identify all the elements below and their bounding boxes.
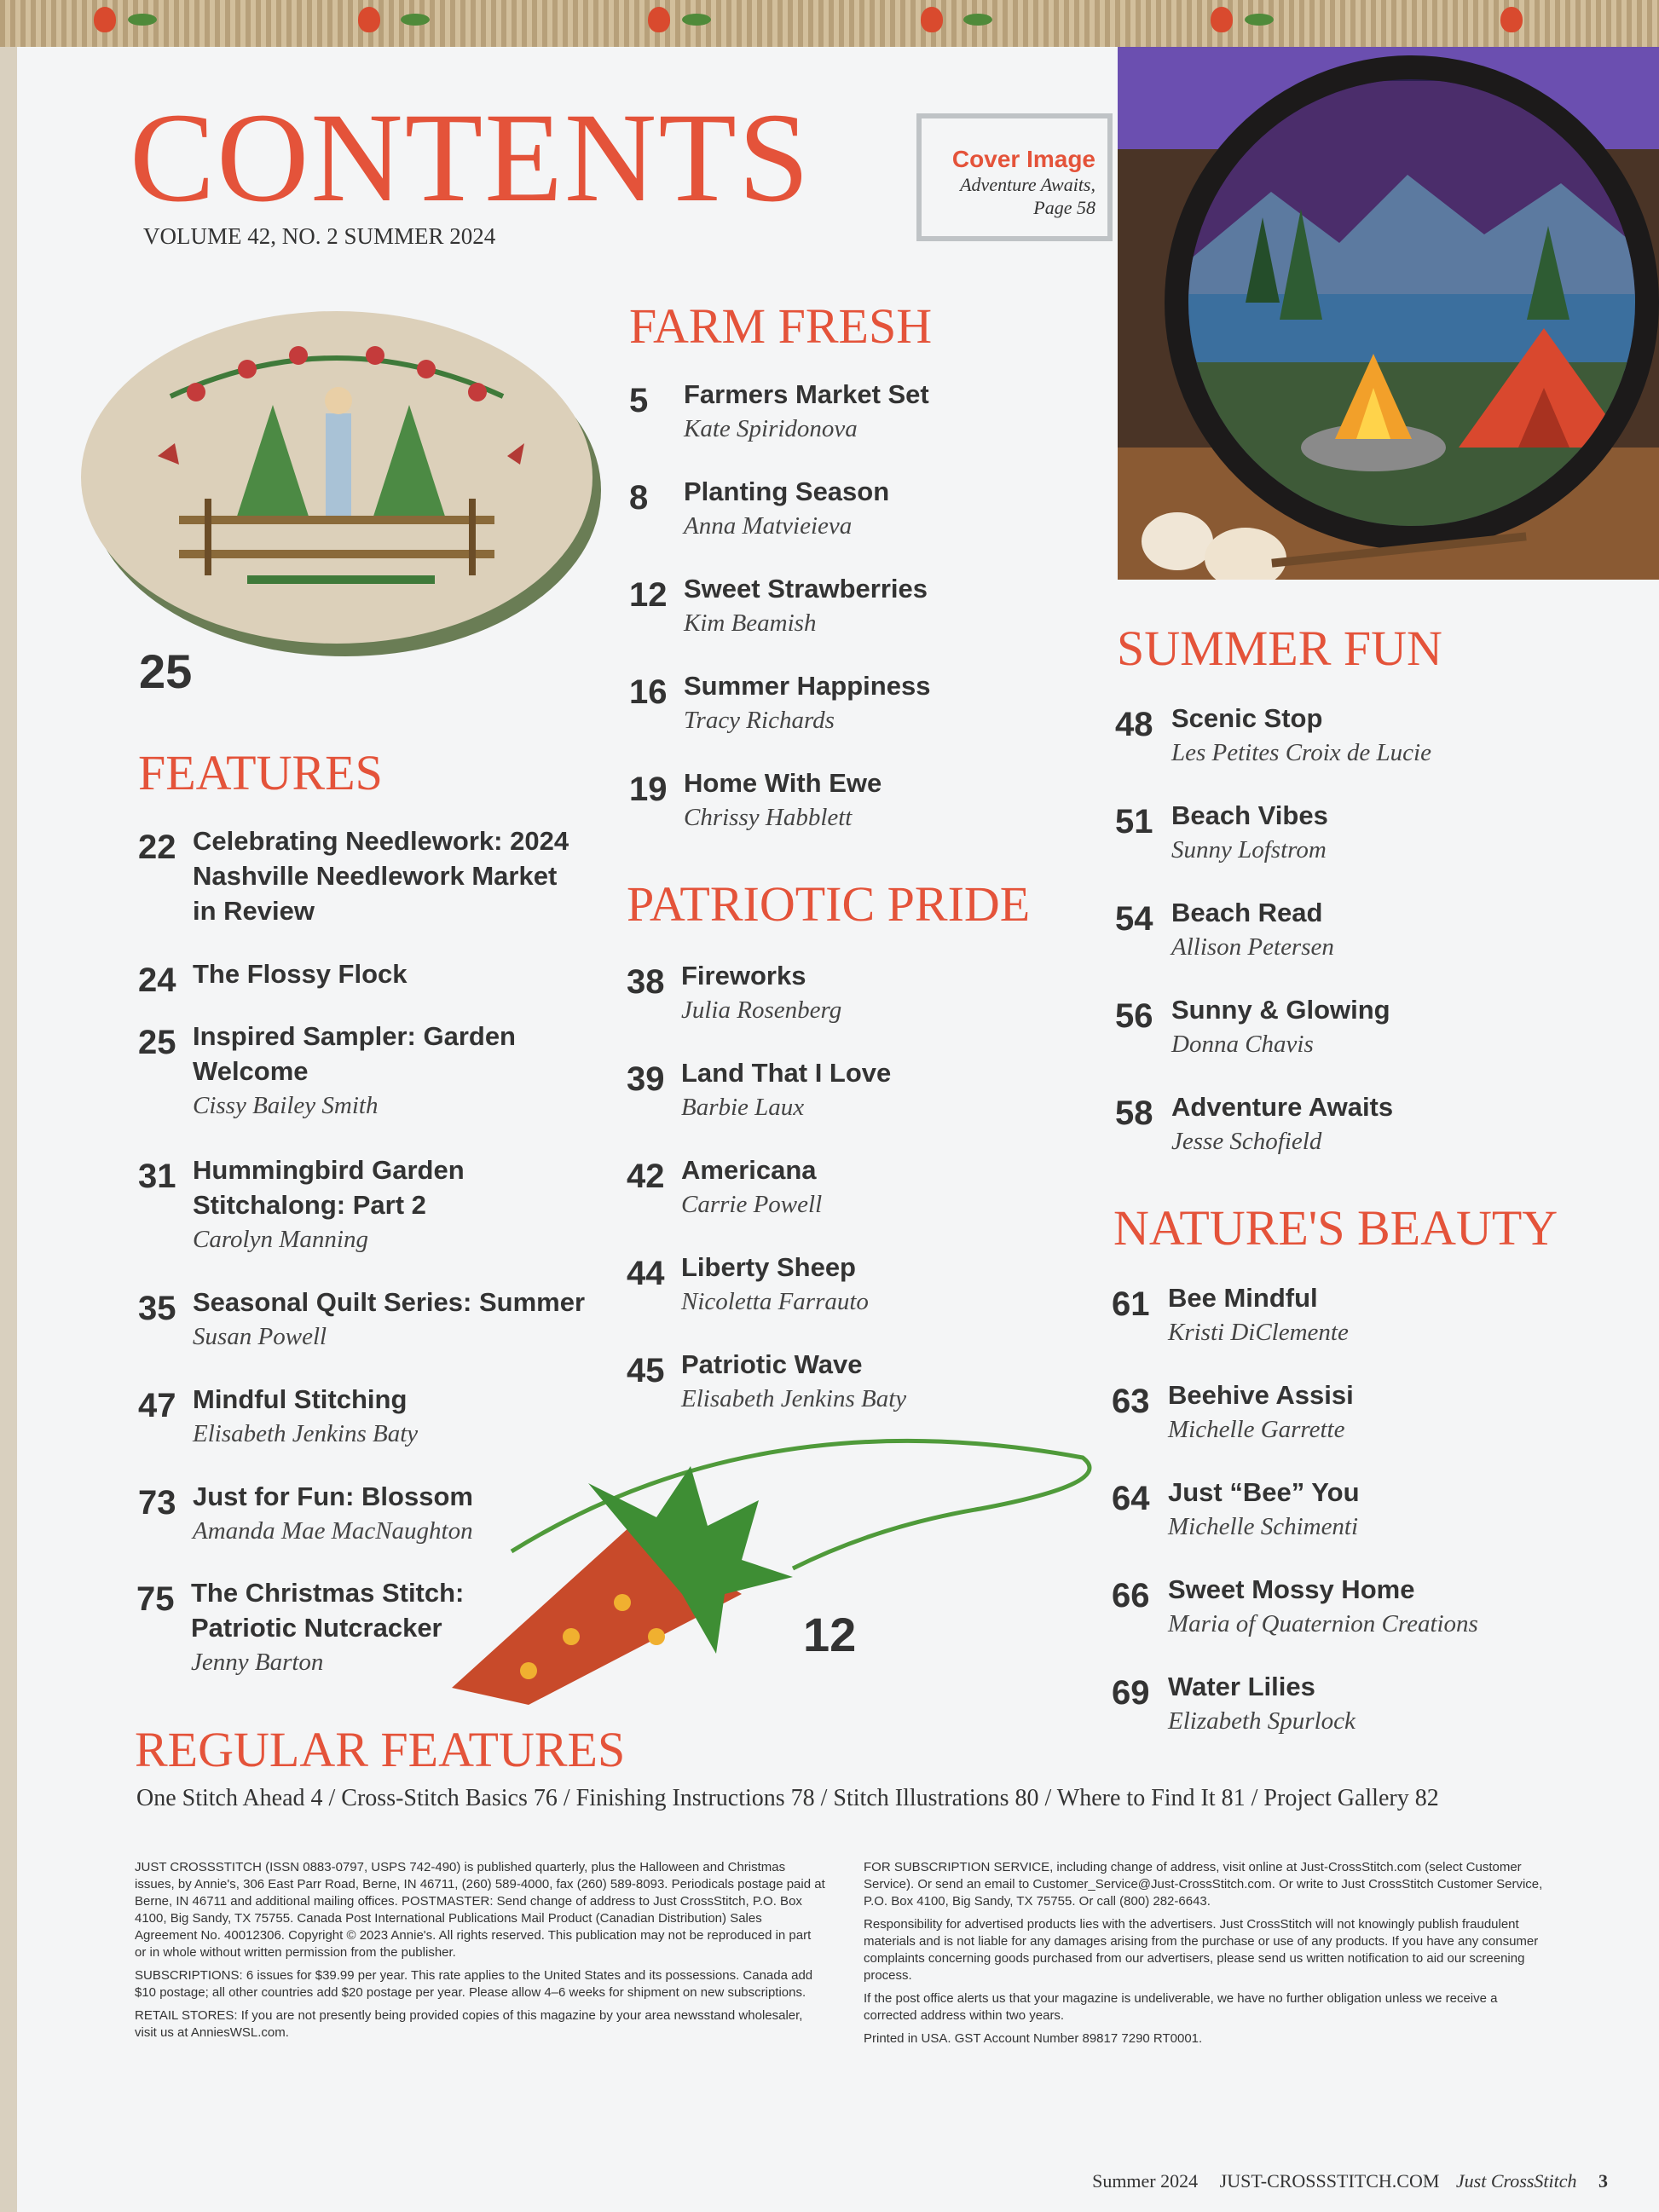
- strawberry-stitch-icon: [94, 7, 116, 32]
- publication-info-left: [135, 1859, 825, 2047]
- entry-title: Scenic Stop: [1171, 703, 1323, 733]
- entry-author: Nicoletta Farrauto: [681, 1288, 869, 1315]
- footer-website: JUST-CROSSSTITCH.COM: [1219, 2170, 1440, 2192]
- entry-title: Sunny & Glowing: [1171, 995, 1390, 1025]
- cover-image-title: Adventure Awaits,: [960, 174, 1095, 195]
- page-number: 24: [138, 962, 176, 999]
- entry-author: Carrie Powell: [681, 1191, 823, 1218]
- list-item-project: [1115, 701, 1431, 770]
- embroidered-border-strip: [0, 0, 1659, 47]
- entry-author: Tracy Richards: [684, 707, 835, 734]
- page-number: 16: [629, 673, 668, 711]
- entry-title: Sweet Mossy Home: [1168, 1574, 1415, 1604]
- page-number: 61: [1112, 1285, 1150, 1323]
- entry-author: Elisabeth Jenkins Baty: [681, 1385, 907, 1412]
- entry-title: Inspired Sampler: Garden: [193, 1021, 516, 1051]
- page-number: 51: [1115, 803, 1153, 840]
- entry-author: Julia Rosenberg: [681, 996, 842, 1024]
- entry-author: Michelle Schimenti: [1168, 1513, 1359, 1540]
- page-number: 64: [1112, 1480, 1150, 1517]
- page-title: CONTENTS: [130, 87, 812, 228]
- entry-title: Patriotic Wave: [681, 1349, 863, 1379]
- entry-title: Land That I Love: [681, 1058, 892, 1088]
- page-number: 8: [629, 479, 649, 517]
- footer-page-number: 3: [1598, 2170, 1608, 2192]
- list-item-feature: [138, 1285, 585, 1354]
- page-number: 45: [627, 1352, 665, 1389]
- footer-season: Summer 2024: [1092, 2170, 1199, 2192]
- page-number: 69: [1112, 1674, 1150, 1712]
- list-item-project: [629, 668, 930, 737]
- camping-hoop-illustration: [1118, 47, 1659, 580]
- entry-title: Planting Season: [684, 476, 890, 506]
- list-item-project: [629, 765, 882, 835]
- entry-title: The Flossy Flock: [193, 959, 408, 989]
- entry-author: Barbie Laux: [681, 1094, 805, 1121]
- entry-author: Jesse Schofield: [1171, 1128, 1322, 1155]
- entry-author: Amanda Mae MacNaughton: [193, 1517, 473, 1545]
- publisher-statement: JUST CROSSSTITCH (ISSN 0883-0797, USPS 742-490) is published quarterly, plus the Halloween and Christmas issues, by Annie's, 306 East Parr Road, Berne, IN 46711, (260) 589-4000, fax (260) 589-8093. Periodicals postage paid at Berne, IN 46711 and additional mailing offices. POSTMASTER: Send change of address to Just CrossStitch, P.O. Box 4100, Big Sandy, TX 75755. Canada Post International Publications Mail Product (Canadian Distribution) Sales Agreement No. 40012306. Copyright © 2023 Annie's. All rights reserved. This publication may not be reproduced in part or in whole without written permission from the publisher.: [135, 1860, 825, 1960]
- entry-title: Hummingbird Garden: [193, 1155, 465, 1185]
- entry-author: Cissy Bailey Smith: [193, 1092, 379, 1119]
- section-heading-regular-features: REGULAR FEATURES: [135, 1722, 626, 1777]
- issue-volume: VOLUME 42, NO. 2 SUMMER 2024: [143, 223, 496, 249]
- entry-title: Nashville Needlework Market: [193, 861, 558, 891]
- list-item-project: [1112, 1475, 1360, 1544]
- list-item-project: [1115, 992, 1390, 1061]
- leaf-stitch-icon: [128, 14, 157, 26]
- page-number: 35: [138, 1290, 176, 1327]
- entry-author: Susan Powell: [193, 1323, 327, 1350]
- entry-title: Home With Ewe: [684, 768, 882, 798]
- page-number: 75: [136, 1580, 175, 1618]
- page-footer: [1092, 2170, 1608, 2192]
- strawberry-ornament-illustration: [435, 1432, 1108, 1713]
- subscription-service-info: FOR SUBSCRIPTION SERVICE, including change of address, visit online at Just-CrossStitch.com (select Customer Service). Or send an email to Customer_Service@Just-CrossStitch.com. Or write to Just CrossStitch Customer Service, P.O. Box 4100, Big Sandy, TX 75755. Or call (800) 282-6643.: [864, 1860, 1543, 1909]
- printed-in-notice: Printed in USA. GST Account Number 89817 7290 RT0001.: [864, 2031, 1203, 2046]
- entry-title: Fireworks: [681, 961, 806, 990]
- leaf-stitch-icon: [1245, 14, 1274, 26]
- entry-title: Adventure Awaits: [1171, 1092, 1394, 1122]
- page-number: 39: [627, 1060, 665, 1098]
- footer-magazine-name: Just CrossStitch: [1455, 2170, 1577, 2192]
- list-item-feature: [136, 1575, 464, 1679]
- list-item-feature: [138, 823, 569, 928]
- page-number: 54: [1115, 900, 1153, 938]
- entry-author: Les Petites Croix de Lucie: [1171, 739, 1431, 766]
- entry-author: Elizabeth Spurlock: [1168, 1707, 1356, 1735]
- strawberry-stitch-icon: [1500, 7, 1523, 32]
- entry-author: Chrissy Habblett: [684, 804, 853, 831]
- list-item-project: [1112, 1280, 1349, 1349]
- leaf-stitch-icon: [401, 14, 430, 26]
- entry-title: Summer Happiness: [684, 671, 931, 701]
- section-heading-summer-fun: SUMMER FUN: [1117, 621, 1442, 676]
- photo-page-number-25: 25: [139, 644, 193, 698]
- page-number: 56: [1115, 997, 1153, 1035]
- list-item-project: [1115, 1089, 1393, 1158]
- page-number: 25: [138, 1024, 176, 1061]
- entry-author: Sunny Lofstrom: [1171, 836, 1327, 863]
- entry-title: in Review: [193, 896, 315, 926]
- page-number: 47: [138, 1387, 176, 1424]
- cover-image-page: Page 58: [1033, 197, 1095, 218]
- publication-info-right: [864, 1859, 1546, 2053]
- list-item-project: [627, 1152, 822, 1222]
- page-number: 63: [1112, 1383, 1150, 1420]
- page-number: 22: [138, 829, 176, 866]
- entry-author: Kim Beamish: [684, 609, 817, 637]
- entry-title: Beach Vibes: [1171, 800, 1328, 830]
- page-number: 58: [1115, 1094, 1153, 1132]
- page-number: 66: [1112, 1577, 1150, 1614]
- entry-title: Water Lilies: [1168, 1672, 1315, 1701]
- entry-author: Maria of Quaternion Creations: [1168, 1610, 1478, 1637]
- section-heading-features: FEATURES: [138, 745, 383, 800]
- list-item-feature: [138, 1382, 418, 1451]
- cover-photo-camping-hoop: [1118, 47, 1659, 580]
- entry-title: Bee Mindful: [1168, 1283, 1318, 1313]
- entry-title: The Christmas Stitch:: [191, 1578, 465, 1608]
- page-number: 31: [138, 1158, 176, 1195]
- cover-image-callout: [916, 113, 1113, 241]
- entry-author: Kate Spiridonova: [684, 415, 858, 442]
- entry-title: Sweet Strawberries: [684, 574, 928, 604]
- list-item-project: [629, 571, 928, 640]
- page-number: 73: [138, 1484, 176, 1522]
- leaf-stitch-icon: [682, 14, 711, 26]
- list-item-project: [629, 377, 929, 446]
- page-number: 19: [629, 771, 668, 808]
- list-item-feature: [138, 1152, 465, 1256]
- entry-title: Just for Fun: Blossom: [193, 1481, 473, 1511]
- entry-title: Seasonal Quilt Series: Summer: [193, 1287, 586, 1317]
- entry-author: Jenny Barton: [191, 1649, 324, 1676]
- list-item-project: [627, 1347, 906, 1416]
- sampler-oval-photo: [77, 303, 605, 661]
- section-heading-natures-beauty: NATURE'S BEAUTY: [1113, 1200, 1558, 1256]
- entry-author: Allison Petersen: [1171, 933, 1334, 961]
- strawberry-ornament-photo: [435, 1432, 1108, 1713]
- list-item-project: [627, 958, 841, 1027]
- entry-title: Liberty Sheep: [681, 1252, 856, 1282]
- entry-title: Celebrating Needlework: 2024: [193, 826, 569, 856]
- list-item-project: [1112, 1572, 1478, 1641]
- section-heading-farm-fresh: FARM FRESH: [629, 298, 933, 354]
- list-item-project: [1112, 1669, 1356, 1738]
- strawberry-stitch-icon: [1211, 7, 1233, 32]
- page-number: 12: [629, 576, 668, 614]
- entry-title: Mindful Stitching: [193, 1384, 408, 1414]
- page-edge: [0, 47, 17, 2212]
- subscriptions-info: SUBSCRIPTIONS: 6 issues for $39.99 per year. This rate applies to the United States and its possessions. Canada add $10 postage; all other countries add $20 postage per year. Please allow 4–6 weeks for shipment on new subscriptions.: [135, 1968, 813, 2000]
- list-item-project: [627, 1055, 891, 1124]
- list-item-project: [629, 474, 889, 543]
- leaf-stitch-icon: [963, 14, 992, 26]
- entry-author: Carolyn Manning: [193, 1226, 368, 1253]
- regular-features-list: One Stitch Ahead 4 / Cross-Stitch Basics 76 / Finishing Instructions 78 / Stitch Illustrations 80 / Where to Find It 81 / Project Gallery 82: [136, 1785, 1439, 1811]
- entry-author: Anna Matvieieva: [684, 512, 853, 540]
- list-item-feature: [138, 1479, 473, 1548]
- entry-title: Beach Read: [1171, 898, 1323, 927]
- entry-title: Welcome: [193, 1056, 309, 1086]
- entry-title: Beehive Assisi: [1168, 1380, 1354, 1410]
- entry-author: Elisabeth Jenkins Baty: [193, 1420, 419, 1447]
- entry-title: Americana: [681, 1155, 817, 1185]
- page-number: 5: [629, 382, 649, 419]
- page-number: 44: [627, 1255, 665, 1292]
- entry-author: Michelle Garrette: [1168, 1416, 1345, 1443]
- list-item-project: [1112, 1377, 1354, 1447]
- list-item-feature: [138, 956, 408, 999]
- entry-title: Stitchalong: Part 2: [193, 1190, 426, 1220]
- entry-author: Donna Chavis: [1171, 1031, 1314, 1058]
- strawberry-stitch-icon: [921, 7, 943, 32]
- entry-title: Just “Bee” You: [1168, 1477, 1360, 1507]
- entry-title: Farmers Market Set: [684, 379, 929, 409]
- strawberry-stitch-icon: [358, 7, 380, 32]
- list-item-feature: [138, 1019, 516, 1123]
- page-number: 38: [627, 963, 665, 1001]
- advertiser-responsibility: Responsibility for advertised products lies with the advertisers. Just CrossStitch will not knowingly publish fraudulent materials and is not liable for any damages arising from the purchase or use of any products. If you have any consumer complaints concerning goods purchased from our advertisers, please send us written notification to aid our screening process.: [864, 1917, 1539, 1983]
- section-heading-patriotic-pride: PATRIOTIC PRIDE: [627, 876, 1031, 932]
- list-item-project: [1115, 798, 1328, 867]
- entry-title: Patriotic Nutcracker: [191, 1613, 442, 1643]
- photo-page-number-12: 12: [803, 1608, 857, 1661]
- list-item-project: [627, 1250, 869, 1319]
- page-number: 48: [1115, 706, 1153, 743]
- cover-image-heading: Cover Image: [951, 146, 1095, 172]
- post-office-notice: If the post office alerts us that your magazine is undeliverable, we have no further obligation unless we receive a corrected address within two years.: [864, 1991, 1498, 2023]
- entry-author: Kristi DiClemente: [1168, 1319, 1349, 1346]
- garden-welcome-sampler-illustration: [77, 303, 605, 661]
- retail-stores-info: RETAIL STORES: If you are not presently being provided copies of this magazine by your area newsstand wholesaler, visit us at AnniesWSL.com.: [135, 2008, 803, 2040]
- strawberry-stitch-icon: [648, 7, 670, 32]
- list-item-project: [1115, 895, 1334, 964]
- page-number: 42: [627, 1158, 665, 1195]
